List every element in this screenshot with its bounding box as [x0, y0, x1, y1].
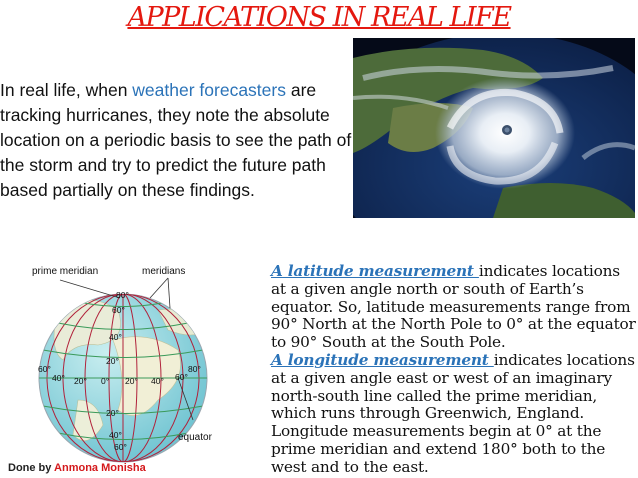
lat-20-label: 20°	[106, 356, 119, 366]
lon-60e-label: 60°	[175, 372, 188, 382]
lon-0-label: 0°	[101, 376, 110, 386]
intro-paragraph	[0, 78, 352, 203]
lon-40e-label: 40°	[151, 376, 164, 386]
prime-meridian-label: prime meridian	[32, 266, 99, 277]
lat-60s-label: 60°	[114, 442, 127, 452]
lat-40-label: 40°	[109, 332, 122, 342]
lat-20s-label: 20°	[106, 408, 119, 418]
credit-prefix: Done by	[8, 462, 55, 474]
latitude-term: A latitude measurement	[271, 262, 479, 280]
lon-20w-label: 20°	[74, 376, 87, 386]
lon-20e-label: 20°	[125, 376, 138, 386]
lon-60w-label: 60°	[38, 364, 51, 374]
longitude-definition: indicates locations at a given angle east or west of an imaginary north-south line called the prime meridian, which runs through Greenwich, England. Longitude measurements begin at 0° at the prime meridian and extend 180° both to the west and to the east.	[271, 350, 635, 476]
definitions-text	[271, 263, 637, 477]
latitude-definition: indicates locations at a given angle north or south of Earth’s equator. So, latitude measurements range from 90° North at the North Pole to 0° at the equator to 90° South at the South Pole.	[271, 262, 636, 352]
intro-text-before: In real life, when	[0, 80, 133, 100]
lon-40w-label: 40°	[52, 373, 65, 383]
lat-40s-label: 40°	[109, 430, 122, 440]
hurricane-satellite-image	[353, 38, 635, 218]
globe-diagram	[18, 250, 232, 464]
intro-text-after: are tracking hurricanes, they note the absolute location on a periodic basis to see the path of the storm and try to predict the future path based partially on these findings.	[0, 80, 352, 200]
slide-title: APPLICATIONS IN REAL LIFE	[127, 2, 511, 33]
meridians-label: meridians	[142, 266, 186, 277]
intro-highlight: weather forecasters	[132, 80, 286, 100]
longitude-term: A longitude measurement	[271, 350, 494, 369]
lat-60-label: 60°	[112, 305, 125, 315]
lon-80e-label: 80°	[188, 364, 201, 374]
credit-line	[8, 462, 146, 474]
author-name: Anmona Monisha	[54, 462, 146, 474]
equator-label: equator	[178, 432, 212, 443]
lat-80-label: 80°	[116, 290, 129, 300]
